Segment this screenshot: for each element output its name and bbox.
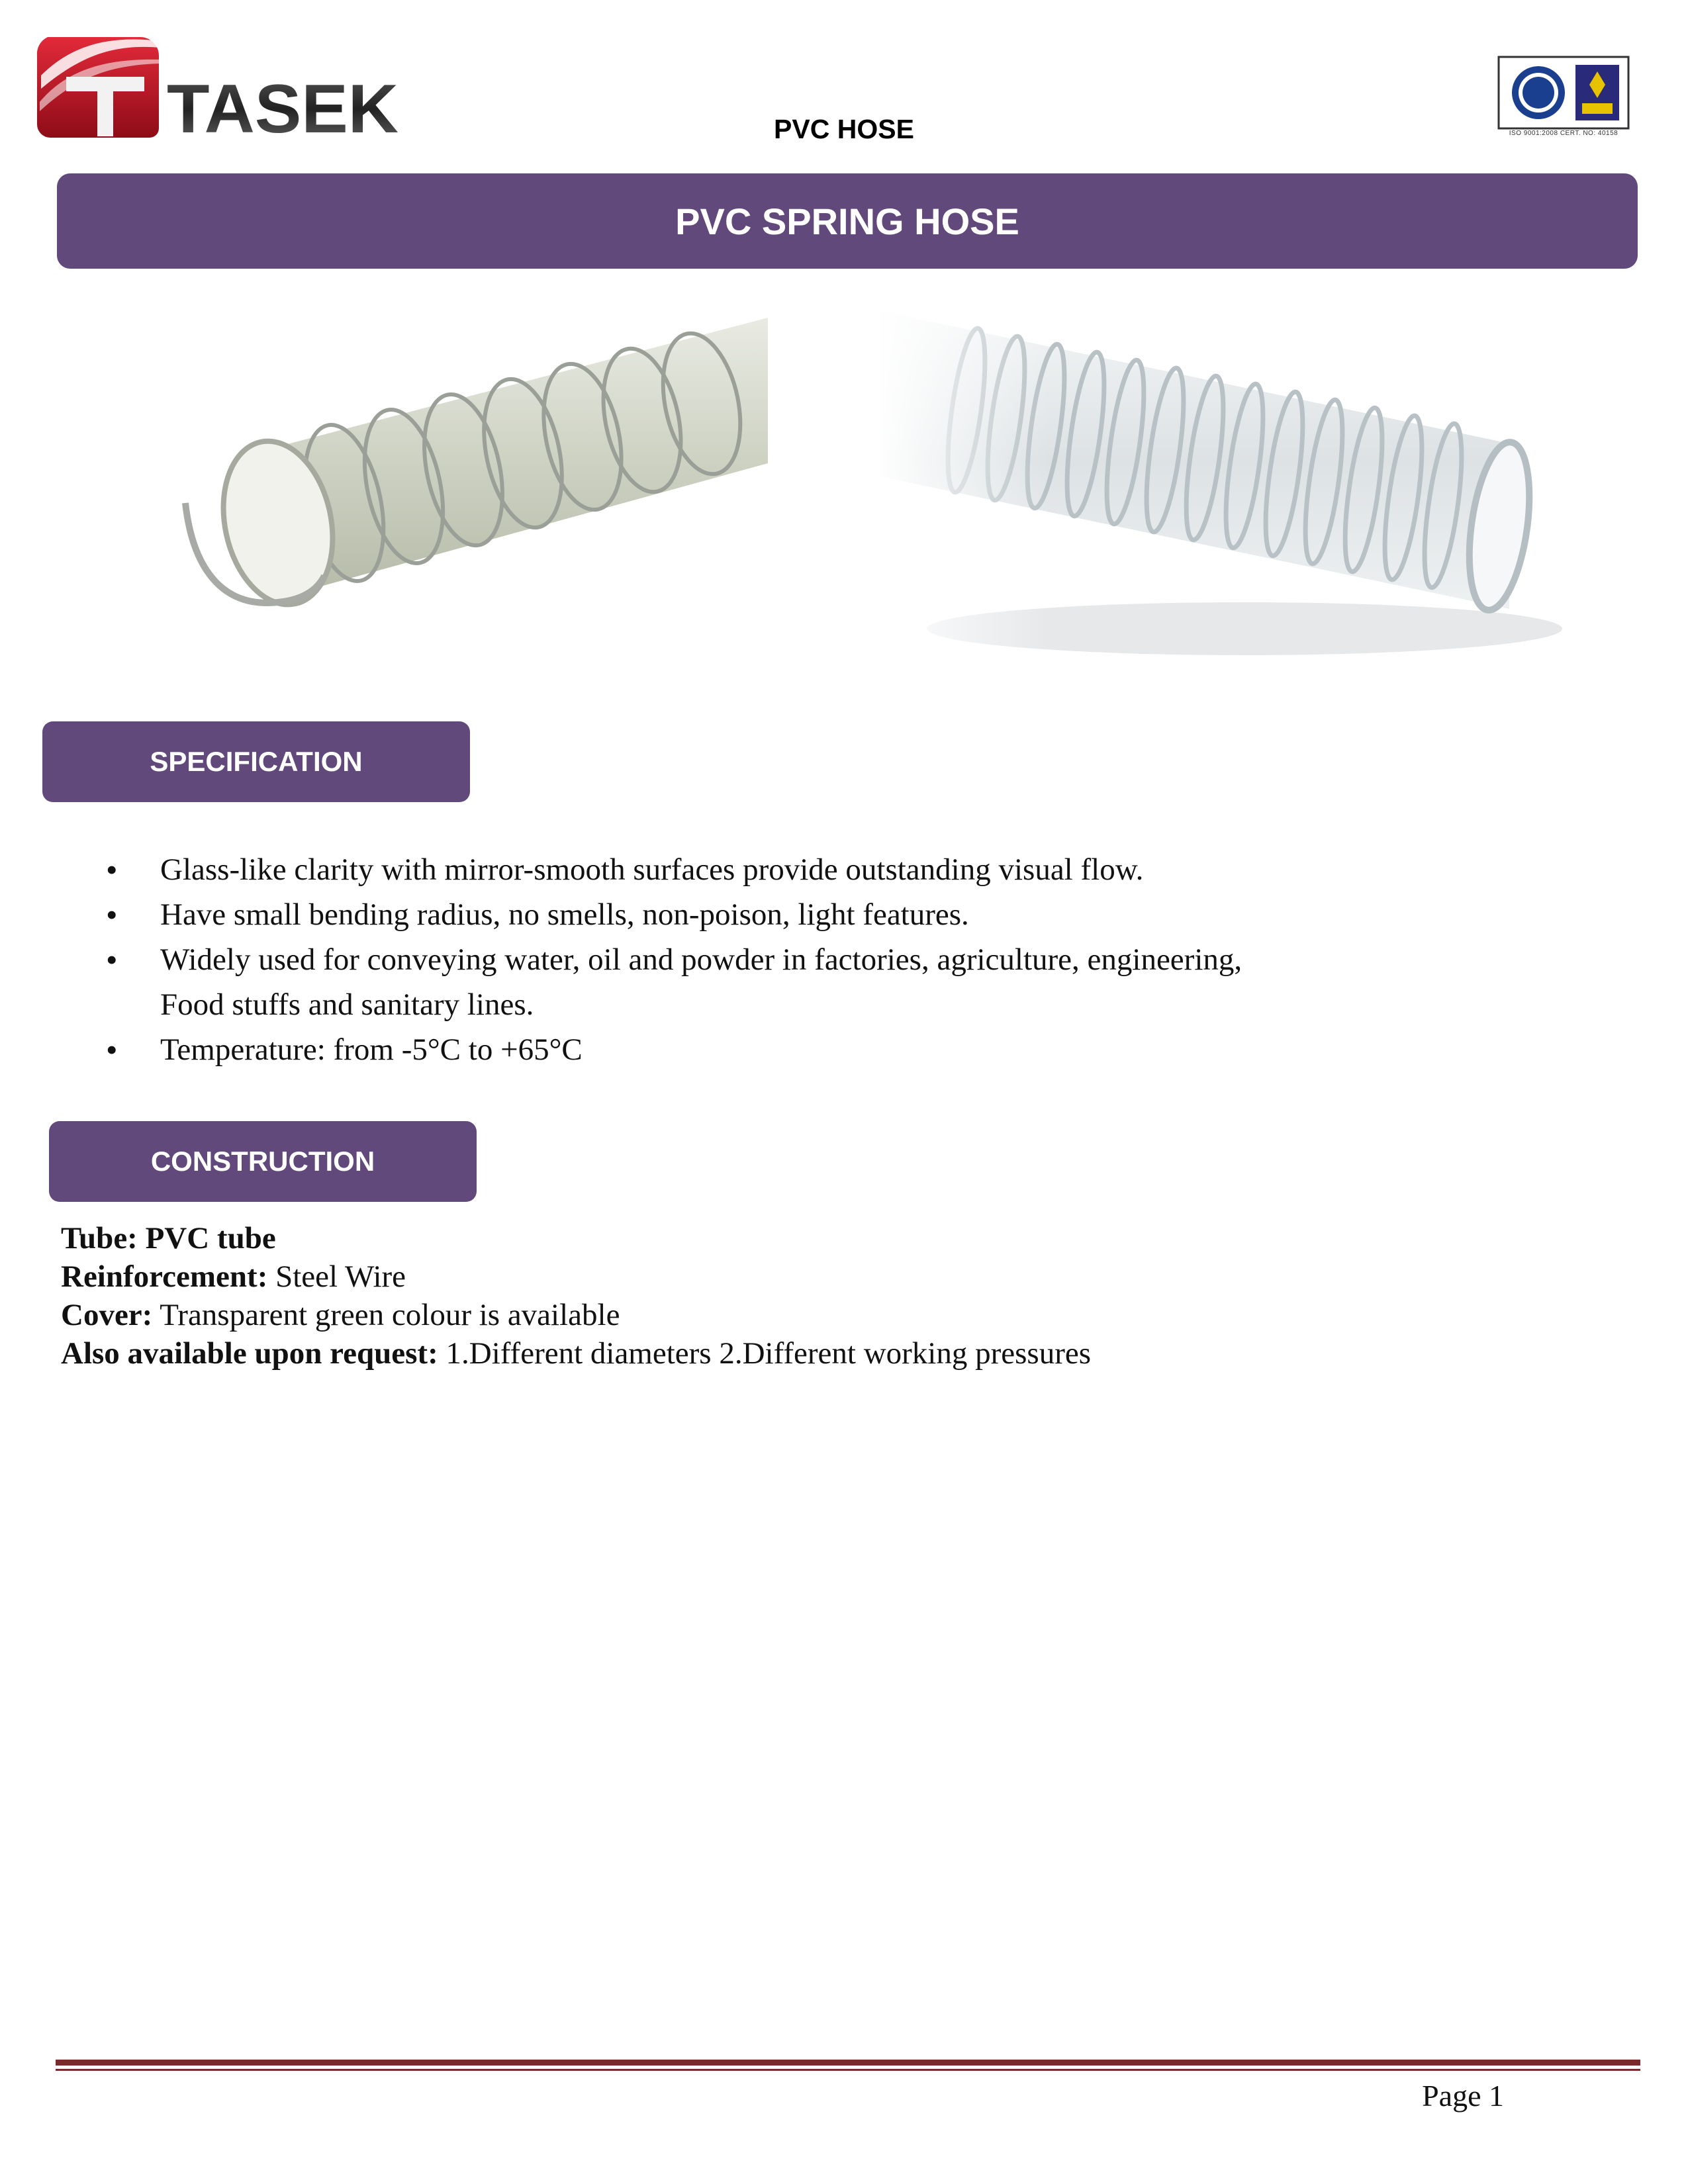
specification-list — [106, 847, 1562, 1072]
list-item: • Have small bending radius, no smells, non-poison, light features. — [106, 892, 1562, 937]
hose-image-right — [874, 298, 1575, 668]
product-title: PVC SPRING HOSE — [675, 200, 1019, 242]
header-title: PVC HOSE — [774, 114, 914, 144]
construction-label: Reinforcement: — [61, 1259, 268, 1294]
construction-label: Cover: — [61, 1298, 153, 1332]
construction-row-cover — [61, 1296, 1583, 1334]
list-item: • Glass-like clarity with mirror-smooth surfaces provide outstanding visual flow. — [106, 847, 1562, 892]
construction-row-tube — [61, 1219, 1583, 1257]
footer-divider — [56, 2060, 1640, 2073]
construction-value: Transparent green colour is available — [160, 1298, 620, 1332]
construction-label: Tube: PVC tube — [61, 1221, 276, 1255]
construction-heading — [49, 1121, 477, 1202]
page-number: Page 1 — [1422, 2079, 1504, 2113]
certification-caption: ISO 9001:2008 CERT. NO: 40158 — [1509, 130, 1618, 137]
construction-heading-label: CONSTRUCTION — [150, 1146, 375, 1177]
list-item-line: Widely used for conveying water, oil and powder in factories, agriculture, engineering, — [160, 942, 1243, 977]
specification-heading — [42, 721, 470, 802]
certification-badge — [1497, 56, 1630, 142]
construction-row-reinforcement — [61, 1257, 1583, 1296]
construction-row-request — [61, 1334, 1583, 1373]
list-item-line: Food stuffs and sanitary lines. — [160, 987, 534, 1022]
specification-heading-label: SPECIFICATION — [150, 746, 363, 777]
construction-value: 1.Different diameters 2.Different working pressures — [445, 1336, 1092, 1371]
list-item: • Temperature: from -5°C to +65°C — [106, 1027, 1562, 1072]
title-banner — [57, 173, 1638, 269]
construction-label: Also available upon request: — [61, 1336, 438, 1371]
construction-value: Steel Wire — [275, 1259, 406, 1294]
list-item — [106, 937, 1562, 1027]
logo-text: TASEK — [167, 71, 399, 142]
construction-details — [61, 1219, 1583, 1373]
hose-image-left — [179, 311, 774, 635]
